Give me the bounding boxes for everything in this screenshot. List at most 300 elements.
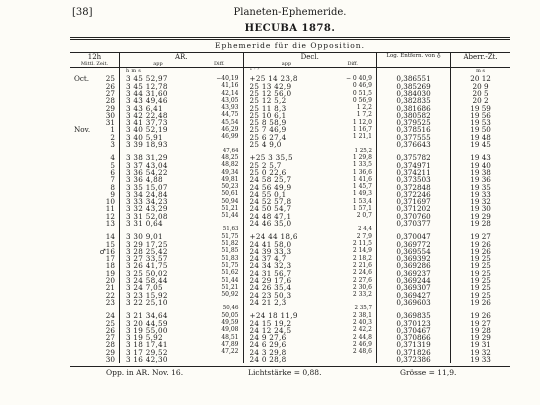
- header-row: [70, 53, 510, 61]
- time-subheader: Mittl. Zeit.: [70, 61, 119, 68]
- aberration-cell: 19 25: [451, 262, 510, 269]
- month-cell: [70, 277, 97, 284]
- decl-difference: 2 18,2: [352, 254, 372, 262]
- ra-cell: 3 33 34,23: [119, 198, 196, 205]
- decl-cell: +25 3 35,5: [243, 154, 330, 161]
- ra-cell: 3 30 9,01: [119, 233, 196, 240]
- decl-cell: 24 26 35,4: [243, 284, 330, 291]
- decl-difference: 1 29,8: [352, 153, 372, 161]
- aberration-cell: 19 56: [451, 112, 510, 119]
- day-cell: 5: [110, 160, 115, 170]
- ra-cell: 3 28 25,42: [119, 248, 196, 255]
- decl-difference: 1 33,5: [352, 161, 372, 169]
- ra-difference: 46,29: [221, 126, 239, 134]
- day-cell: 31: [105, 118, 115, 128]
- ra-cell: 3 36 54,22: [119, 169, 196, 176]
- decl-difference: 2 30,6: [352, 283, 372, 291]
- decl-cell: 25 0 22,6: [243, 169, 330, 176]
- decl-difference: 1 57,1: [352, 204, 372, 212]
- decl-difference: 2 44,8: [352, 333, 372, 341]
- decl-difference: 2 24,6: [352, 269, 372, 277]
- month-cell: [70, 241, 97, 248]
- month-cell: [70, 176, 97, 183]
- ra-difference: 50,05: [221, 311, 239, 319]
- ra-cell: 3 26 41,75: [119, 262, 196, 269]
- decl-cell: 24 0 28,8: [243, 356, 330, 363]
- day-cell: 18: [105, 261, 115, 271]
- ra-cell: 3 22 25,10: [119, 299, 196, 306]
- running-title: Planeten-Ephemeride.: [233, 7, 347, 18]
- day-cell: 10: [105, 197, 115, 207]
- decl-cell: 25 7 46,9: [243, 126, 330, 133]
- decl-cell: 25 4 9,0: [243, 141, 330, 148]
- month-cell: [70, 292, 97, 299]
- ra-cell: 3 31 52,08: [119, 213, 196, 220]
- log-distance-cell: 0,371202: [376, 205, 450, 212]
- ra-difference: [196, 356, 243, 363]
- running-header: [70, 6, 510, 20]
- log-distance-cell: 0,369835: [376, 312, 450, 319]
- ra-cell: 3 44 31,60: [119, 90, 196, 97]
- month-cell: [70, 162, 97, 169]
- day-cell: 19: [105, 268, 115, 278]
- log-distance-cell: 0,372386: [376, 356, 450, 363]
- log-distance-cell: 0,369554: [376, 248, 450, 255]
- ra-difference: 43,05: [221, 96, 239, 104]
- log-distance-cell: 0,369307: [376, 284, 450, 291]
- aberration-cell: 19 50: [451, 126, 510, 133]
- log-distance-cell: 0,374211: [376, 169, 450, 176]
- ra-cell: 3 16 42,30: [119, 356, 196, 363]
- month-cell: [70, 191, 97, 198]
- decl-difference: 2 46,9: [352, 341, 372, 349]
- table-footer: [70, 366, 510, 377]
- ra-cell: 3 25 50,02: [119, 270, 196, 277]
- month-cell: [70, 248, 97, 255]
- table-title: HECUBA 1878.: [244, 23, 336, 34]
- day-cell: 23: [105, 297, 115, 307]
- month-cell: [70, 299, 97, 306]
- day-cell: 27: [105, 333, 115, 343]
- ra-difference: 51,85: [221, 247, 239, 255]
- log-distance-cell: 0,371697: [376, 198, 450, 205]
- day-cell: 7: [110, 175, 115, 185]
- ra-difference: 48,82: [221, 161, 239, 169]
- day-cell: 1: [110, 125, 115, 135]
- day-cell: 11: [105, 204, 115, 214]
- month-cell: [70, 320, 97, 327]
- day-cell: 28: [105, 96, 115, 106]
- aberration-cell: 19 26: [451, 299, 510, 306]
- decl-difference: 1 12,0: [352, 118, 372, 126]
- table-row: [70, 220, 510, 227]
- day-cell: 9: [110, 189, 115, 199]
- log-distance-cell: 0,369237: [376, 270, 450, 277]
- decl-cell: 24 58 25,7: [243, 176, 330, 183]
- ra-difference: 51,82: [221, 240, 239, 248]
- month-cell: [70, 112, 97, 119]
- month-cell: [70, 198, 97, 205]
- table-caption: Ephemeride für die Opposition.: [70, 40, 510, 53]
- ra-cell: 3 37 43,04: [119, 162, 196, 169]
- decl-cell: 24 29 17,6: [243, 277, 330, 284]
- ephemeris-table: [70, 53, 510, 363]
- ra-cell: 3 40 52,19: [119, 126, 196, 133]
- ra-difference: 49,81: [221, 175, 239, 183]
- aberration-cell: 19 35: [451, 183, 510, 190]
- month-cell: [70, 270, 97, 277]
- log-distance-cell: 0,369244: [376, 277, 450, 284]
- log-distance-cell: 0,385269: [376, 83, 450, 90]
- aberration-cell: 20 2: [451, 97, 510, 104]
- month-cell: [70, 356, 97, 363]
- ra-difference: 50,92: [221, 291, 239, 299]
- decl-difference: 0 56,9: [352, 96, 372, 104]
- month-cell: [70, 327, 97, 334]
- month-cell: [70, 349, 97, 356]
- decl-cell: 24 50 54,7: [243, 205, 330, 212]
- day-cell: 29: [105, 103, 115, 113]
- decl-difference: 1 2,2: [356, 104, 372, 112]
- decl-difference: − 0 40,9: [345, 74, 372, 82]
- table-row: [70, 356, 510, 363]
- aberration-cell: 19 32: [451, 198, 510, 205]
- log-distance-cell: 0,369392: [376, 255, 450, 262]
- log-distance-cell: 0,386551: [376, 75, 450, 82]
- day-cell: 24: [105, 311, 115, 321]
- ra-cell: 3 21 34,64: [119, 312, 196, 319]
- decl-difference: 1 45,7: [352, 183, 372, 191]
- month-cell: Nov.: [74, 125, 91, 135]
- ra-difference: 51,21: [221, 283, 239, 291]
- ra-difference: 43,93: [221, 104, 239, 112]
- month-cell: [70, 262, 97, 269]
- aberr-header: Aberr.-Zt.: [451, 53, 510, 61]
- month-cell: [70, 97, 97, 104]
- ra-cell: 3 45 12,78: [119, 83, 196, 90]
- decl-cell: 25 12 56,0: [243, 90, 330, 97]
- decl-difference: 2 11,5: [352, 240, 372, 248]
- ra-cell: 3 29 17,25: [119, 241, 196, 248]
- ra-cell: 3 36 4,88: [119, 176, 196, 183]
- log-distance-cell: 0,370377: [376, 220, 450, 227]
- month-cell: [70, 83, 97, 90]
- ra-difference: 51,75: [221, 232, 239, 240]
- aberration-cell: 19 27: [451, 233, 510, 240]
- decl-difference: 2 48,6: [352, 348, 372, 356]
- decl-difference: 1 53,4: [352, 197, 372, 205]
- day-cell: 27: [105, 88, 115, 98]
- aberration-cell: 19 53: [451, 119, 510, 126]
- decl-difference: 1 36,6: [352, 168, 372, 176]
- decl-difference: 2 33,2: [352, 291, 372, 299]
- aberration-cell: 19 45: [451, 141, 510, 148]
- month-cell: [70, 90, 97, 97]
- decl-cell: 25 11 8,3: [243, 104, 330, 111]
- month-cell: [70, 255, 97, 262]
- day-cell: 29: [105, 347, 115, 357]
- log-distance-cell: 0,371319: [376, 341, 450, 348]
- aberration-cell: 19 59: [451, 104, 510, 111]
- log-distance-cell: 0,370760: [376, 213, 450, 220]
- day-cell: ♂16: [99, 246, 115, 256]
- aberration-cell: 19 25: [451, 277, 510, 284]
- log-distance-cell: 0,372246: [376, 191, 450, 198]
- ra-cell: 3 31 0,64: [119, 220, 196, 227]
- aberration-cell: 19 26: [451, 248, 510, 255]
- day-cell: 6: [110, 167, 115, 177]
- log-distance-cell: 0,369772: [376, 241, 450, 248]
- decl-difference: 1 49,3: [352, 190, 372, 198]
- day-cell: 3: [110, 140, 115, 150]
- ra-cell: 3 18 17,41: [119, 341, 196, 348]
- decl-cell: 24 41 58,0: [243, 241, 330, 248]
- decl-cell: 24 12 24,5: [243, 327, 330, 334]
- aberration-cell: 19 29: [451, 334, 510, 341]
- ra-cell: 3 32 43,29: [119, 205, 196, 212]
- ra-difference: 47,89: [221, 341, 239, 349]
- ra-cell: 3 40 5,91: [119, 134, 196, 141]
- decl-difference: 2 35,7: [354, 305, 372, 312]
- log-distance-cell: 0,381686: [376, 104, 450, 111]
- decl-difference: 1 25,2: [354, 147, 372, 154]
- aberration-cell: 19 26: [451, 241, 510, 248]
- log-distance-cell: 0,382835: [376, 97, 450, 104]
- opposition-note: Opp. in AR. Nov. 16.: [106, 368, 184, 378]
- log-distance-cell: 0,380582: [376, 112, 450, 119]
- decl-difference: 0 51,5: [352, 89, 372, 97]
- decl-difference: 0 46,9: [352, 82, 372, 90]
- day-cell: 20: [105, 276, 115, 286]
- decl-cell: 24 39 33,3: [243, 248, 330, 255]
- month-cell: [70, 341, 97, 348]
- aberration-cell: 19 48: [451, 134, 510, 141]
- ra-cell: 3 27 33,57: [119, 255, 196, 262]
- log-distance-cell: 0,369286: [376, 262, 450, 269]
- decl-difference: 2 38,1: [352, 311, 372, 319]
- ra-cell: 3 19 55,00: [119, 327, 196, 334]
- month-cell: [70, 134, 97, 141]
- table-body: [70, 75, 510, 363]
- decl-difference: 1 7,2: [356, 111, 372, 119]
- ra-header: AR.: [119, 53, 243, 61]
- day-cell: 30: [105, 110, 115, 120]
- ra-cell: 3 24 58,44: [119, 277, 196, 284]
- ra-difference: 51,83: [221, 254, 239, 262]
- ra-difference: 50,61: [221, 190, 239, 198]
- decl-difference: 1 16,7: [352, 126, 372, 134]
- ra-difference: 48,51: [221, 333, 239, 341]
- log-distance-cell: 0,373503: [376, 176, 450, 183]
- decl-cell: 24 52 57,8: [243, 198, 330, 205]
- ra-cell: 3 23 15,92: [119, 292, 196, 299]
- month-cell: [70, 205, 97, 212]
- ra-cell: 3 41 37,73: [119, 119, 196, 126]
- ra-difference: 41,16: [221, 82, 239, 90]
- ra-cell: 3 24 7,05: [119, 284, 196, 291]
- decl-difference: 2 21,6: [352, 262, 372, 270]
- month-cell: [70, 284, 97, 291]
- ra-cell: 3 39 18,93: [119, 141, 196, 148]
- log-distance-cell: 0,377555: [376, 134, 450, 141]
- log-distance-cell: 0,374971: [376, 162, 450, 169]
- log-header: Log. Entfern. von ♁: [376, 53, 450, 61]
- aberration-cell: 20 12: [451, 75, 510, 82]
- log-distance-cell: 0,370467: [376, 327, 450, 334]
- ra-difference: −40,19: [216, 74, 239, 82]
- month-cell: [70, 233, 97, 240]
- log-distance-cell: 0,372848: [376, 183, 450, 190]
- month-cell: [70, 141, 97, 148]
- log-distance-cell: 0,376643: [376, 141, 450, 148]
- ra-diff-header: Diff.: [196, 61, 243, 68]
- decl-difference: 2 7,9: [356, 232, 372, 240]
- day-cell: 26: [105, 81, 115, 91]
- decl-header: Decl.: [243, 53, 376, 61]
- decl-cell: 25 8 58,9: [243, 119, 330, 126]
- day-cell: 14: [105, 232, 115, 242]
- decl-cell: 24 9 27,6: [243, 334, 330, 341]
- ephemeris-page: [70, 6, 510, 398]
- table-row: [70, 299, 510, 306]
- log-distance-cell: 0,384030: [376, 90, 450, 97]
- ra-difference: 49,59: [221, 319, 239, 327]
- log-distance-cell: 0,379525: [376, 119, 450, 126]
- day-cell: 25: [105, 74, 115, 84]
- ra-difference: 45,54: [221, 118, 239, 126]
- decl-difference: [330, 356, 377, 363]
- day-cell: 8: [110, 182, 115, 192]
- decl-cell: 25 2 5,7: [243, 162, 330, 169]
- ra-cell: 3 38 31,29: [119, 154, 196, 161]
- decl-difference: 1 41,6: [352, 175, 372, 183]
- page-number: [38]: [72, 7, 93, 18]
- decl-cell: 24 55 0,1: [243, 191, 330, 198]
- ra-difference: 51,44: [221, 276, 239, 284]
- ra-difference: 50,23: [221, 183, 239, 191]
- ra-cell: 3 19 5,92: [119, 334, 196, 341]
- log-distance-cell: 0,369603: [376, 299, 450, 306]
- decl-cell: 24 3 29,8: [243, 349, 330, 356]
- aberr-units: m s: [451, 68, 510, 76]
- log-distance-cell: 0,378516: [376, 126, 450, 133]
- decl-cell: 24 15 19,2: [243, 320, 330, 327]
- aberration-cell: 19 31: [451, 341, 510, 348]
- decl-cell: 24 34 32,3: [243, 262, 330, 269]
- decl-cell: +24 44 18,6: [243, 233, 330, 240]
- log-distance-cell: 0,370047: [376, 233, 450, 240]
- decl-cell: 24 46 35,0: [243, 220, 330, 227]
- aberration-cell: 19 29: [451, 213, 510, 220]
- month-cell: [70, 312, 97, 319]
- day-cell: 4: [110, 153, 115, 163]
- aberration-cell: 19 27: [451, 320, 510, 327]
- decl-cell: 24 56 49,9: [243, 183, 330, 190]
- day-cell: 28: [105, 340, 115, 350]
- month-cell: [70, 220, 97, 227]
- decl-difference: 2 0,7: [356, 212, 372, 220]
- day-cell: 26: [105, 325, 115, 335]
- decl-difference: 2 40,3: [352, 319, 372, 327]
- day-cell: 12: [105, 211, 115, 221]
- decl-cell: 25 10 6,1: [243, 112, 330, 119]
- decl-cell: 25 6 27,4: [243, 134, 330, 141]
- ra-cell: 3 43 6,41: [119, 104, 196, 111]
- month-cell: Oct.: [74, 74, 90, 84]
- aberration-cell: 20 5: [451, 90, 510, 97]
- day-cell: 21: [105, 283, 115, 293]
- decl-subheader: app: [243, 61, 330, 68]
- ra-cell: 3 45 52,97: [119, 75, 196, 82]
- day-cell: 30: [105, 355, 115, 365]
- decl-units: ° ′ ″: [243, 68, 330, 76]
- decl-difference: 2 27,6: [352, 276, 372, 284]
- month-cell: [70, 213, 97, 220]
- ra-cell: 3 34 24,84: [119, 191, 196, 198]
- ra-difference: 46,99: [221, 133, 239, 141]
- decl-difference: 2 14,9: [352, 247, 372, 255]
- ra-cell: 3 42 22,48: [119, 112, 196, 119]
- decl-diff-header: Diff.: [330, 61, 377, 68]
- log-distance-cell: 0,371826: [376, 349, 450, 356]
- ra-difference: 47,22: [221, 348, 239, 356]
- decl-cell: 25 13 42,9: [243, 83, 330, 90]
- ra-difference: 47,64: [222, 147, 239, 154]
- decl-difference: 2 42,2: [352, 326, 372, 334]
- aberration-cell: 19 36: [451, 176, 510, 183]
- aberration-cell: 19 30: [451, 205, 510, 212]
- ra-units: h m s: [119, 68, 196, 76]
- day-cell: 22: [105, 290, 115, 300]
- month-cell: [70, 104, 97, 111]
- day-cell: 25: [105, 318, 115, 328]
- ra-difference: 44,75: [221, 111, 239, 119]
- ra-difference: 51,62: [221, 269, 239, 277]
- decl-cell: 24 37 4,7: [243, 255, 330, 262]
- aberration-cell: 19 25: [451, 292, 510, 299]
- aberration-cell: 19 33: [451, 356, 510, 363]
- decl-difference: 1 21,1: [352, 133, 372, 141]
- month-cell: [70, 183, 97, 190]
- month-cell: [70, 154, 97, 161]
- table-row: [70, 141, 510, 148]
- day-cell: 13: [105, 218, 115, 228]
- decl-cell: 24 21 2,3: [243, 299, 330, 306]
- ra-difference: 42,14: [221, 89, 239, 97]
- log-distance-cell: 0,369427: [376, 292, 450, 299]
- decl-cell: 24 31 56,7: [243, 270, 330, 277]
- ra-cell: 3 35 15,07: [119, 183, 196, 190]
- decl-cell: 24 6 29,6: [243, 341, 330, 348]
- month-cell: [70, 169, 97, 176]
- aberration-cell: 19 38: [451, 169, 510, 176]
- log-distance-cell: 0,370123: [376, 320, 450, 327]
- ra-difference: 50,46: [222, 305, 239, 312]
- ra-cell: 3 20 44,59: [119, 320, 196, 327]
- decl-cell: 25 12 5,2: [243, 97, 330, 104]
- aberration-cell: 19 32: [451, 349, 510, 356]
- ra-difference: 51,21: [221, 204, 239, 212]
- ra-cell: 3 17 29,52: [119, 349, 196, 356]
- decl-cell: +25 14 23,8: [243, 75, 330, 82]
- ra-difference: 51,63: [222, 226, 239, 233]
- ra-difference: 49,34: [221, 168, 239, 176]
- brightness-note: Lichtstärke = 0,88.: [248, 368, 322, 378]
- log-distance-cell: 0,370866: [376, 334, 450, 341]
- decl-cell: 24 48 47,1: [243, 213, 330, 220]
- aberration-cell: 19 40: [451, 162, 510, 169]
- log-distance-cell: 0,375782: [376, 154, 450, 161]
